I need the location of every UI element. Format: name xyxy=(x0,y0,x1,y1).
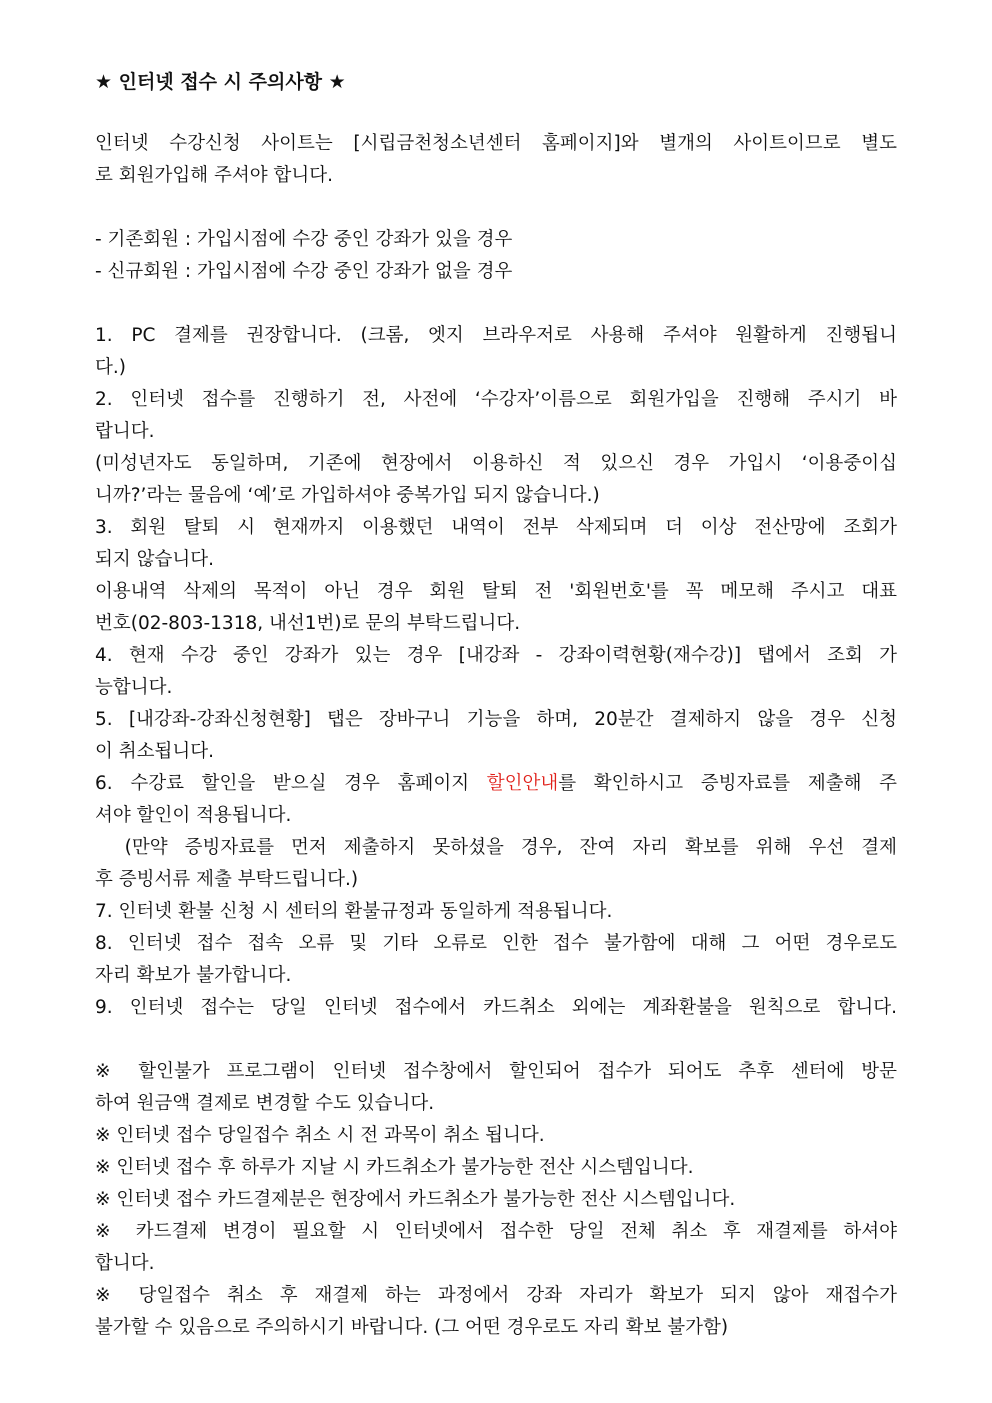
note-8-cont: 자리 확보가 불가합니다. xyxy=(95,965,292,986)
warning-4: ※ 인터넷 접수 카드결제분은 현장에서 카드취소가 불가능한 전산 시스템입니다. xyxy=(95,1189,736,1210)
note-2-sub: (미성년자도 동일하며, 기존에 현장에서 이용하신 적 있으신 경우 가입시 ‘이용중이십 xyxy=(95,453,897,474)
member-type-existing: - 기존회원 : 가입시점에 수강 중인 강좌가 있을 경우 xyxy=(95,229,513,250)
intro-line: 로 회원가입해 주셔야 합니다. xyxy=(95,165,333,186)
note-6-suffix: 를 확인하시고 증빙자료를 제출해 주 xyxy=(558,773,897,794)
note-3-cont: 되지 않습니다. xyxy=(95,549,214,570)
note-5: 5. [내강좌-강좌신청현황] 탭은 장바구니 기능을 하며, 20분간 결제하지 않을 경우 신청 xyxy=(95,709,897,730)
note-2-sub-cont: 니까?’라는 물음에 ‘예’로 가입하셔야 중복가입 되지 않습니다.) xyxy=(95,485,600,506)
note-2: 2. 인터넷 접수를 진행하기 전, 사전에 ‘수강자’이름으로 회원가입을 진행해 주시기 바 xyxy=(95,389,897,410)
note-2-cont: 랍니다. xyxy=(95,421,155,442)
note-3-sub: 이용내역 삭제의 목적이 아닌 경우 회원 탈퇴 전 '회원번호'를 꼭 메모해 주시고 대표 xyxy=(95,581,897,602)
note-3: 3. 회원 탈퇴 시 현재까지 이용했던 내역이 전부 삭제되며 더 이상 전산망에 조회가 xyxy=(95,517,897,538)
discount-info-link[interactable]: 할인안내 xyxy=(486,773,559,794)
note-6-sub-cont: 후 증빙서류 제출 부탁드립니다.) xyxy=(95,869,359,890)
note-1-cont: 다.) xyxy=(95,357,126,378)
warning-6: ※ 당일접수 취소 후 재결제 하는 과정에서 강좌 자리가 확보가 되지 않아 재접수가 xyxy=(95,1285,897,1306)
warning-6-cont: 불가할 수 있음으로 주의하시기 바랍니다. (그 어떤 경우로도 자리 확보 불가함) xyxy=(95,1317,729,1338)
warning-2: ※ 인터넷 접수 당일접수 취소 시 전 과목이 취소 됩니다. xyxy=(95,1125,545,1146)
member-type-new: - 신규회원 : 가입시점에 수강 중인 강좌가 없을 경우 xyxy=(95,261,513,282)
note-7: 7. 인터넷 환불 신청 시 센터의 환불규정과 동일하게 적용됩니다. xyxy=(95,901,613,922)
note-6-sub: (만약 증빙자료를 먼저 제출하지 못하셨을 경우, 잔여 자리 확보를 위해 우선 결제 xyxy=(95,837,897,858)
warning-1-cont: 하여 원금액 결제로 변경할 수도 있습니다. xyxy=(95,1093,435,1114)
note-4: 4. 현재 수강 중인 강좌가 있는 경우 [내강좌 - 강좌이력현황(재수강)] 탭에서 조회 가 xyxy=(95,645,897,666)
note-1: 1. PC 결제를 권장합니다. (크롬, 엣지 브라우저로 사용해 주셔야 원활하게 진행됩니 xyxy=(95,325,897,346)
note-8: 8. 인터넷 접수 접속 오류 및 기타 오류로 인한 접수 불가함에 대해 그 어떤 경우로도 xyxy=(95,933,897,954)
note-6-cont: 셔야 할인이 적용됩니다. xyxy=(95,805,292,826)
warning-1: ※ 할인불가 프로그램이 인터넷 접수창에서 할인되어 접수가 되어도 추후 센터에 방문 xyxy=(95,1061,897,1082)
note-4-cont: 능합니다. xyxy=(95,677,173,698)
note-6-prefix: 6. 수강료 할인을 받으실 경우 홈페이지 xyxy=(95,773,487,794)
note-9: 9. 인터넷 접수는 당일 인터넷 접수에서 카드취소 외에는 계좌환불을 원칙으로 합니다. xyxy=(95,997,897,1018)
warning-5-cont: 합니다. xyxy=(95,1253,155,1274)
note-3-sub-cont: 번호(02-803-1318, 내선1번)로 문의 부탁드립니다. xyxy=(95,613,521,634)
note-5-cont: 이 취소됩니다. xyxy=(95,741,214,762)
intro-line: 인터넷 수강신청 사이트는 [시립금천청소년센터 홈페이지]와 별개의 사이트이므로 별도 xyxy=(95,133,897,154)
warning-3: ※ 인터넷 접수 후 하루가 지날 시 카드취소가 불가능한 전산 시스템입니다. xyxy=(95,1157,694,1178)
notice-title: ★ 인터넷 접수 시 주의사항 ★ xyxy=(95,71,346,93)
note-6 xyxy=(95,772,897,796)
warning-5: ※ 카드결제 변경이 필요할 시 인터넷에서 접수한 당일 전체 취소 후 재결제를 하셔야 xyxy=(95,1221,897,1242)
